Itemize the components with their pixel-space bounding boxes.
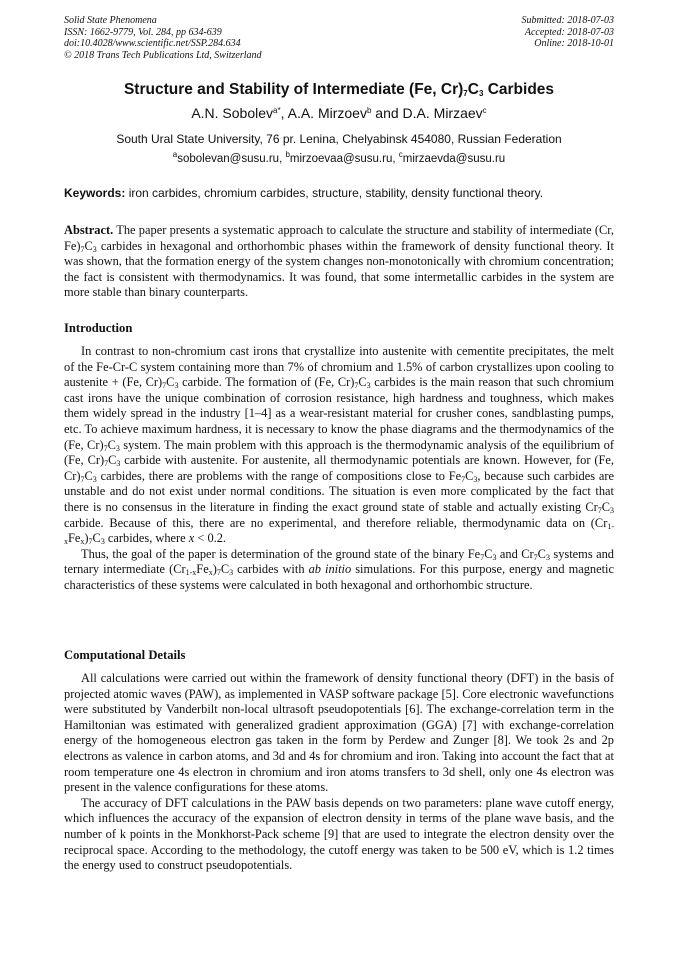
email-link[interactable]: sobolevan@susu.ru, (177, 153, 286, 165)
paragraph: All calculations were carried out within the framework of density functional theory (DFT) in the basis of projected atomic waves (PAW), as implemented in VASP software package [5]. Core electronic wavefunctions were substituted by Vanderbilt non-local ultrasoft pseudopotentials [6]. The exchange-correlation term in the Hamiltonian was estimated with generalized gradient approximation (GGA) [7] with exchange-correlation energy of the homogeneous electron gas taken in the form by Perdew and Zunger [8]. We took 2s and 2p electrons as valence in carbon atoms, and 3d and 4s for chromium and iron. Taking into account the fact that at room temperature one 4s electron in chromium and iron atoms transfers to 3d shell, only one 4s electron was present in the valence configurations for these atoms. (64, 671, 614, 795)
online-date: Online: 2018-10-01 (534, 38, 614, 50)
section-heading-computational-details: Computational Details (64, 648, 186, 662)
paragraph: Thus, the goal of the paper is determination of the ground state of the binary $Fe_7C_3$ and $Cr_7C_3$ systems and ternary intermediate $(Cr_{1-x}Fe_x)_7C_3$ carbides with ab initio simulations. For this purpose, energy and magnetic characteristics of these systems were calculated in both hexagonal and orthorhombic structure. (64, 546, 615, 592)
email-link[interactable]: mirzaevda@susu.ru (402, 153, 506, 165)
journal-meta (64, 15, 262, 61)
section-heading-introduction: Introduction (64, 321, 133, 335)
journal-doi: doi:10.4028/www.scientific.net/SSP.284.634 (64, 38, 241, 50)
paper-title: Structure and Stability of Intermediate (Fe, $Cr)_7C_3$ Carbides (123, 81, 555, 98)
paragraph: The accuracy of DFT calculations in the PAW basis depends on two parameters: plane wave cutoff energy, which influences the accuracy of the expansion of electron density in terms of the plane wave basis, and the number of k points in the Monkhorst-Pack scheme [9] that are used to integrate the electron density over the reciprocal space. According to the methodology, the cutoff energy was taken to be 500 eV, which is 1.2 times the energy used to construct pseudopotentials. (64, 795, 614, 873)
accepted-date: Accepted: 2018-07-03 (524, 26, 614, 38)
author-list: A.N. Sobolev$^{a*}$, A.A. Mirzoev$^b$ and D.A. Mirzaev$^c$ (191, 105, 487, 121)
journal-name: Solid State Phenomena (64, 15, 157, 26)
computational-details-body (64, 671, 614, 874)
journal-issn: ISSN: 1662-9779, Vol. 284, pp 634-639 (64, 26, 222, 38)
email-link[interactable]: mirzoevaa@susu.ru, (289, 153, 399, 165)
journal-copyright: © 2018 Trans Tech Publications Ltd, Switzerland (64, 49, 262, 61)
affiliation: South Ural State University, 76 pr. Lenina, Chelyabinsk 454080, Russian Federation (116, 132, 562, 146)
submission-dates (522, 15, 615, 50)
abstract: Abstract. The paper presents a systematic approach to calculate the structure and stability of intermediate (Cr, $Fe)_7C_3$ carbides in hexagonal and orthorhombic phases within the framework of density functional theory. It was shown, that the formation energy of the system changes non-monotonically with chromium concentration; the fact is consistent with thermodynamics. It was found, that some intermetallic carbides in the system are more stable than binary counterparts. (64, 223, 614, 300)
paragraph: In contrast to non-chromium cast irons that crystallize into austenite with cementite precipitates, the melt of the Fe-Cr-C system containing more than 7% of chromium and 1.5% of carbon crystallizes upon cooling to austenite + (Fe, $Cr)_7C_3$ carbide. The formation of (Fe, $Cr)_7C_3$ carbides is the main reason that such chromium cast irons have the unique combination of corrosion resistance, high hardness and toughness, which makes them widely spread in the industry [1–4] as a wear-resistant material for crusher cones, sandblasting pumps, etc. To achieve maximum hardness, it is necessary to know the phase diagrams and the thermodynamics of the (Fe, $Cr)_7C_3$ system. The main problem with this approach is the thermodynamic analysis of the equilibrium of (Fe, $Cr)_7C_3$ carbide with austenite. For austenite, all thermodynamic potentials are known. However, for (Fe, $Cr)_7C_3$ carbides, there are problems with the range of compositions close to $Fe_7C_3$, because such carbides are unstable and do not exist under normal conditions. The situation is even more complicated by the fact that there is no consensus in the literature in finding the exact ground state of stable and actually existing $Cr_7C_3$ carbide. Because of this, there are no experimental, and therefore reliable, thermodynamic data on $(Cr_{1-x}Fe_x)_7C_3$ carbides, where x < 0.2. (64, 344, 615, 547)
introduction-body (64, 344, 614, 594)
author-emails: $^a$sobolevan@susu.ru, $^b$mirzoevaa@susu.ru, $^c$mirzaevda@susu.ru (172, 150, 506, 165)
keywords: Keywords: iron carbides, chromium carbides, structure, stability, density functional theory. (64, 186, 544, 200)
submitted-date: Submitted: 2018-07-03 (521, 15, 614, 26)
